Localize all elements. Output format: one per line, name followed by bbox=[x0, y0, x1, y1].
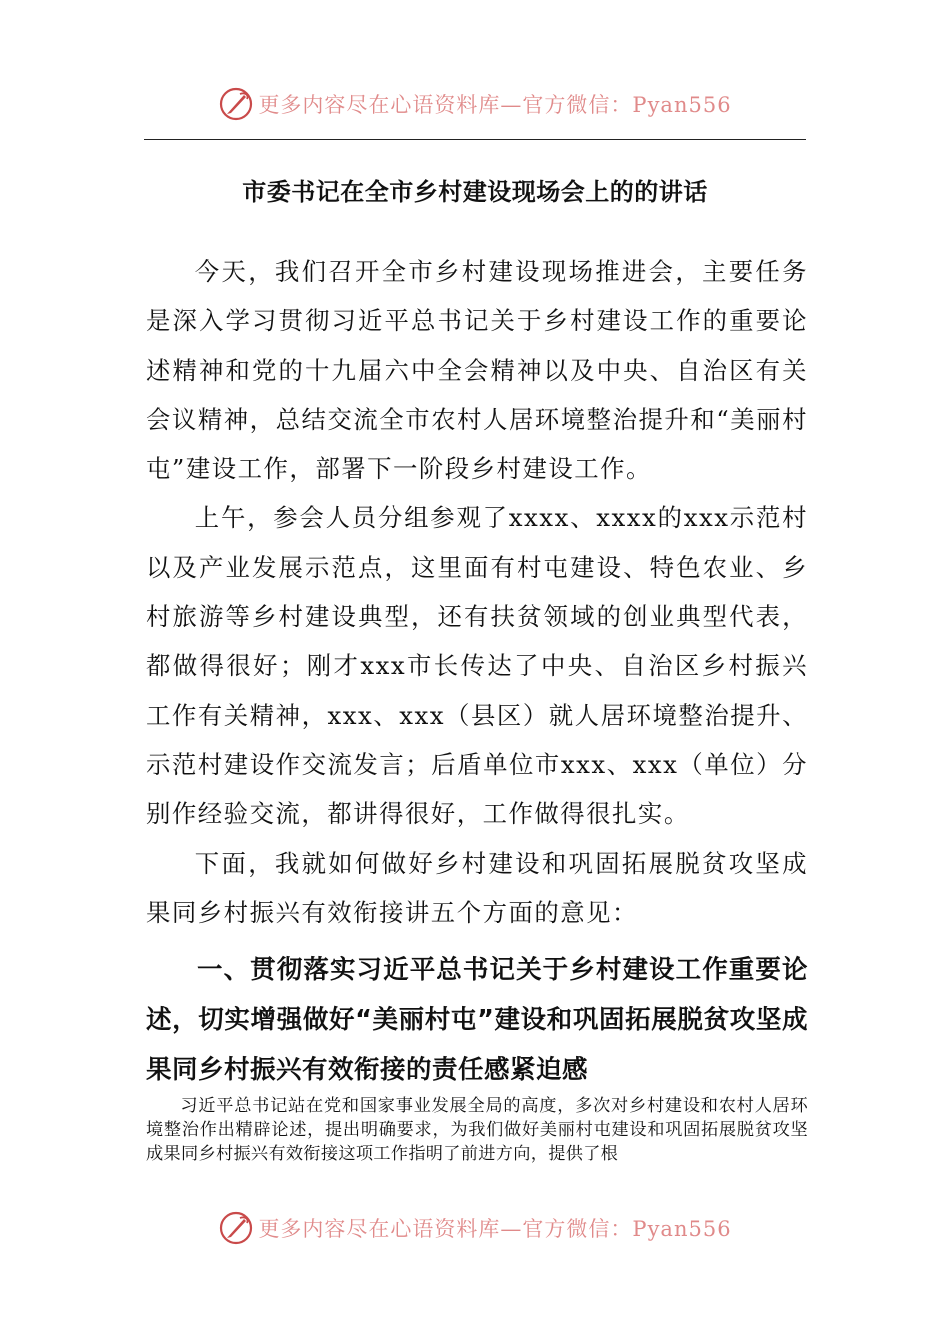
section-paragraph: 习近平总书记站在党和国家事业发展全局的高度，多次对乡村建设和农村人居环境整治作出精辟论述，提出明确要求，为我们做好美丽村屯建设和巩固拓展脱贫攻坚成果同乡村振兴有效衔接这项工作指明了前进方向，提供了根 bbox=[146, 1096, 808, 1164]
quill-pen-logo-icon bbox=[218, 86, 254, 122]
watermark-text: 更多内容尽在心语资料库—官方微信：Pyan556 bbox=[258, 93, 732, 117]
document-title: 市委书记在全市乡村建设现场会上的的讲话 bbox=[242, 177, 708, 206]
paragraph-1: 今天，我们召开全市乡村建设现场推进会，主要任务是深入学习贯彻习近平总书记关于乡村建设工作的重要论述精神和党的十九届六中全会精神以及中央、自治区有关会议精神，总结交流全市农村人居环境整治提升和“美丽村屯”建设工作，部署下一阶段乡村建设工作。 bbox=[146, 257, 808, 484]
document-body bbox=[146, 247, 808, 937]
paragraph-3: 下面，我就如何做好乡村建设和巩固拓展脱贫攻坚成果同乡村振兴有效衔接讲五个方面的意见： bbox=[146, 848, 808, 927]
watermark-header bbox=[0, 84, 950, 124]
header-divider bbox=[144, 139, 806, 140]
paragraph-2: 上午，参会人员分组参观了xxxx、xxxx的xxx示范村以及产业发展示范点，这里面有村屯建设、特色农业、乡村旅游等乡村建设典型，还有扶贫领域的创业典型代表，都做得很好；刚才xxx市长传达了中央、自治区乡村振兴工作有关精神，xxx、xxx（县区）就人居环境整治提升、示范村建设作交流发言；后盾单位市xxx、xxx（单位）分别作经验交流，都讲得很好，工作做得很扎实。 bbox=[146, 503, 808, 829]
section-heading: 一、贯彻落实习近平总书记关于乡村建设工作重要论述，切实增强做好“美丽村屯”建设和巩固拓展脱贫攻坚成果同乡村振兴有效衔接的责任感紧迫感 bbox=[146, 955, 808, 1085]
watermark-text: 更多内容尽在心语资料库—官方微信：Pyan556 bbox=[258, 1217, 732, 1241]
watermark-footer bbox=[0, 1208, 950, 1248]
quill-pen-logo-icon bbox=[218, 1210, 254, 1246]
